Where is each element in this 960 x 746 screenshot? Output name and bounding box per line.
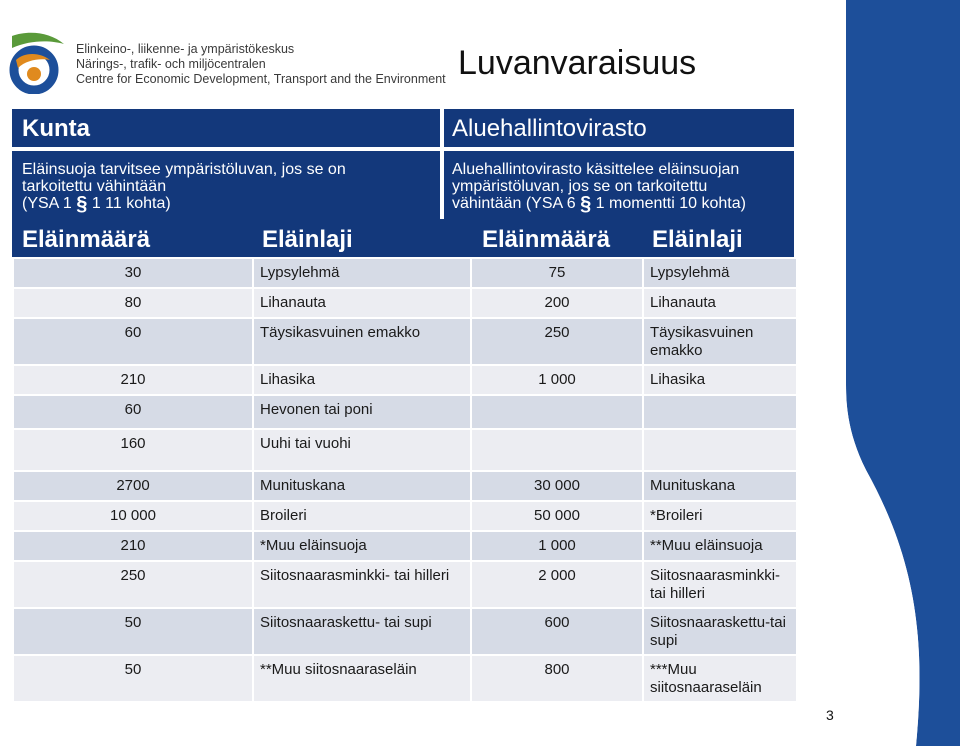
avi-species-cell: Siitosnaaraskettu-tai supi bbox=[643, 608, 797, 655]
avi-species-cell: Siitosnaarasminkki-tai hilleri bbox=[643, 561, 797, 608]
column-header-row bbox=[12, 219, 794, 257]
kunta-count-cell: 250 bbox=[13, 561, 253, 608]
kunta-count-cell: 50 bbox=[13, 655, 253, 702]
avi-species-cell: Täysikasvuinen emakko bbox=[643, 318, 797, 365]
avi-count-cell: 30 000 bbox=[471, 471, 643, 501]
kunta-species-cell: Broileri bbox=[253, 501, 471, 531]
kunta-count-cell: 160 bbox=[13, 429, 253, 471]
avi-desc-line3a: vähintään (YSA 6 bbox=[452, 195, 581, 212]
kunta-species-cell: *Muu eläinsuoja bbox=[253, 531, 471, 561]
avi-species-cell: Lypsylehmä bbox=[643, 258, 797, 288]
kunta-header bbox=[12, 109, 440, 147]
section-sign: § bbox=[76, 193, 88, 215]
avi-count-cell: 75 bbox=[471, 258, 643, 288]
avi-count-cell: 600 bbox=[471, 608, 643, 655]
section-sign: § bbox=[580, 193, 592, 215]
kunta-species-cell: Täysikasvuinen emakko bbox=[253, 318, 471, 365]
avi-count-cell: 250 bbox=[471, 318, 643, 365]
kunta-species-cell: Lihasika bbox=[253, 365, 471, 395]
kunta-desc-line3a: (YSA 1 bbox=[22, 195, 77, 212]
kunta-header-label: Kunta bbox=[22, 115, 90, 142]
kunta-count-cell: 30 bbox=[13, 258, 253, 288]
kunta-count-cell: 50 bbox=[13, 608, 253, 655]
table-row bbox=[13, 501, 797, 531]
table-row bbox=[13, 471, 797, 501]
kunta-species-cell: **Muu siitosnaaraseläin bbox=[253, 655, 471, 702]
ely-logo-icon bbox=[6, 30, 68, 94]
avi-description bbox=[444, 151, 794, 219]
avi-species-cell bbox=[643, 429, 797, 471]
kunta-count-cell: 210 bbox=[13, 365, 253, 395]
avi-count-cell: 50 000 bbox=[471, 501, 643, 531]
kunta-count-cell: 210 bbox=[13, 531, 253, 561]
table-row bbox=[13, 429, 797, 471]
col-avi-species: Eläinlaji bbox=[652, 226, 743, 253]
avi-species-cell: Munituskana bbox=[643, 471, 797, 501]
avi-header-label: Aluehallintovirasto bbox=[452, 115, 647, 142]
avi-count-cell: 1 000 bbox=[471, 365, 643, 395]
col-avi-count: Eläinmäärä bbox=[482, 226, 611, 253]
org-name-fi: Elinkeino-, liikenne- ja ympäristökeskus bbox=[76, 42, 295, 56]
col-kunta-count: Eläinmäärä bbox=[22, 226, 151, 253]
org-name-en: Centre for Economic Development, Transport and the Environment bbox=[76, 72, 446, 86]
kunta-species-cell: Siitosnaaraskettu- tai supi bbox=[253, 608, 471, 655]
slide-title: Luvanvaraisuus bbox=[458, 44, 697, 82]
kunta-species-cell: Hevonen tai poni bbox=[253, 395, 471, 429]
avi-count-cell bbox=[471, 429, 643, 471]
avi-species-cell bbox=[643, 395, 797, 429]
table-row bbox=[13, 258, 797, 288]
kunta-species-cell: Lypsylehmä bbox=[253, 258, 471, 288]
avi-header bbox=[444, 109, 794, 147]
table-row bbox=[13, 655, 797, 702]
kunta-desc-line2: tarkoitettu vähintään bbox=[22, 178, 167, 195]
kunta-species-cell: Uuhi tai vuohi bbox=[253, 429, 471, 471]
kunta-count-cell: 60 bbox=[13, 318, 253, 365]
kunta-count-cell: 60 bbox=[13, 395, 253, 429]
table-row bbox=[13, 395, 797, 429]
animal-threshold-table bbox=[12, 257, 798, 703]
table-row bbox=[13, 318, 797, 365]
table-row bbox=[13, 531, 797, 561]
avi-count-cell: 800 bbox=[471, 655, 643, 702]
kunta-species-cell: Siitosnaarasminkki- tai hilleri bbox=[253, 561, 471, 608]
kunta-description bbox=[12, 151, 440, 219]
avi-count-cell: 2 000 bbox=[471, 561, 643, 608]
org-name-sv: Närings-, trafik- och miljöcentralen bbox=[76, 57, 266, 71]
kunta-count-cell: 10 000 bbox=[13, 501, 253, 531]
kunta-desc-line1: Eläinsuoja tarvitsee ympäristöluvan, jos se on bbox=[22, 161, 346, 178]
table-row bbox=[13, 608, 797, 655]
table-row bbox=[13, 561, 797, 608]
col-kunta-species: Eläinlaji bbox=[262, 226, 353, 253]
avi-count-cell: 1 000 bbox=[471, 531, 643, 561]
avi-species-cell: ***Muu siitosnaaraseläin bbox=[643, 655, 797, 702]
avi-desc-line2: ympäristöluvan, jos se on tarkoitettu bbox=[452, 178, 708, 195]
avi-species-cell: Lihasika bbox=[643, 365, 797, 395]
table-row bbox=[13, 288, 797, 318]
avi-species-cell: **Muu eläinsuoja bbox=[643, 531, 797, 561]
page-number: 3 bbox=[826, 707, 834, 723]
avi-desc-line1: Aluehallintovirasto käsittelee eläinsuojan bbox=[452, 161, 740, 178]
table-row bbox=[13, 365, 797, 395]
avi-desc-line3b: 1 momentti 10 kohta) bbox=[591, 195, 746, 212]
kunta-species-cell: Lihanauta bbox=[253, 288, 471, 318]
avi-count-cell: 200 bbox=[471, 288, 643, 318]
kunta-desc-line3b: 1 11 kohta) bbox=[87, 195, 171, 212]
kunta-count-cell: 80 bbox=[13, 288, 253, 318]
avi-species-cell: *Broileri bbox=[643, 501, 797, 531]
organization-name bbox=[76, 42, 446, 87]
avi-count-cell bbox=[471, 395, 643, 429]
decorative-band bbox=[846, 0, 960, 746]
kunta-species-cell: Munituskana bbox=[253, 471, 471, 501]
avi-species-cell: Lihanauta bbox=[643, 288, 797, 318]
kunta-count-cell: 2700 bbox=[13, 471, 253, 501]
